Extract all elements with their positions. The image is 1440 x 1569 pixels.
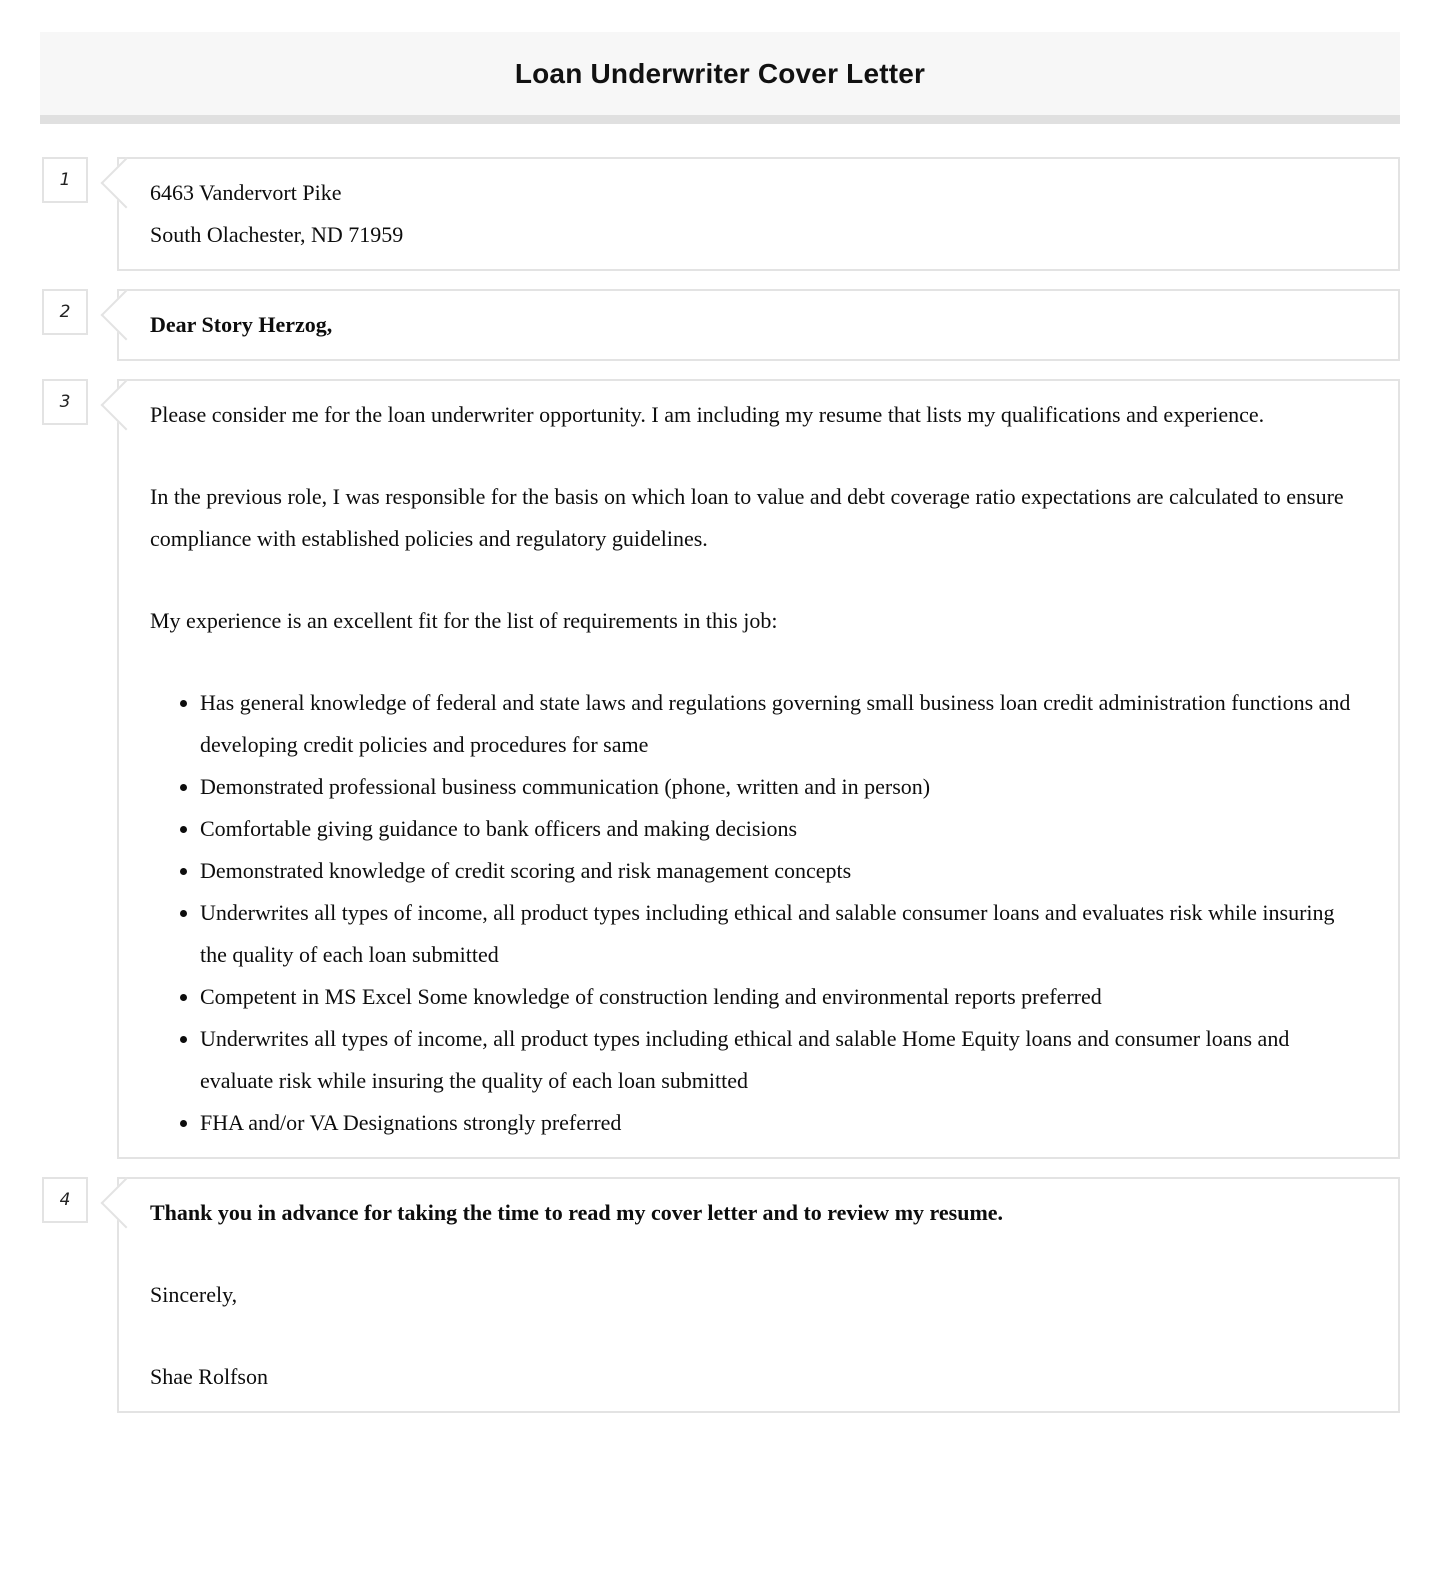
signoff: Sincerely, xyxy=(150,1282,238,1307)
list-item: • Underwrites all types of income, all product types including ethical and salable consumer loans and evaluates risk while insuring the quality of each loan submitted xyxy=(200,892,1353,976)
list-item: • FHA and/or VA Designations strongly preferred xyxy=(200,1102,1353,1144)
page-header xyxy=(40,32,1400,124)
section-greeting xyxy=(42,289,1400,361)
header-divider-strip xyxy=(40,115,1400,124)
closing-thanks: Thank you in advance for taking the time to read my cover letter and to review my resume. xyxy=(150,1200,1004,1225)
list-item: • Demonstrated professional business communication (phone, written and in person) xyxy=(200,766,1353,808)
body-paragraph-2: In the previous role, I was responsible for the basis on which loan to value and debt coverage ratio expectations are calculated to ensure compliance with established policies and regulatory guidelines. xyxy=(150,484,1344,551)
closing-bubble xyxy=(117,1177,1400,1413)
section-closing xyxy=(42,1177,1400,1413)
page-title: Loan Underwriter Cover Letter xyxy=(514,57,926,89)
body-bubble xyxy=(117,379,1400,1159)
list-item: • Competent in MS Excel Some knowledge of construction lending and environmental reports preferred xyxy=(200,976,1353,1018)
page-header-box xyxy=(40,32,1400,115)
section-body xyxy=(42,379,1400,1159)
address-line-2: South Olachester, ND 71959 xyxy=(150,222,404,247)
section-number-badge: 4 xyxy=(42,1177,88,1223)
section-number-badge: 2 xyxy=(42,289,88,335)
address-bubble xyxy=(117,157,1400,271)
body-paragraph-1: Please consider me for the loan underwriter opportunity. I am including my resume that lists my qualifications and experience. xyxy=(150,402,1265,427)
greeting-text: Dear Story Herzog, xyxy=(150,312,333,337)
greeting-bubble xyxy=(117,289,1400,361)
list-item: • Comfortable giving guidance to bank officers and making decisions xyxy=(200,808,1353,850)
cover-letter-page xyxy=(0,32,1440,1569)
signature: Shae Rolfson xyxy=(150,1364,268,1389)
address-line-1: 6463 Vandervort Pike xyxy=(150,180,342,205)
requirements-list xyxy=(150,682,1353,1144)
section-number-badge: 3 xyxy=(42,379,88,425)
list-item: • Demonstrated knowledge of credit scoring and risk management concepts xyxy=(200,850,1353,892)
section-address xyxy=(42,157,1400,271)
list-item: • Has general knowledge of federal and state laws and regulations governing small business loan credit administration functions and developing credit policies and procedures for same xyxy=(200,682,1353,766)
section-number-badge: 1 xyxy=(42,157,88,203)
list-item: • Underwrites all types of income, all product types including ethical and salable Home Equity loans and consumer loans and evaluate risk while insuring the quality of each loan submitted xyxy=(200,1018,1353,1102)
body-paragraph-3: My experience is an excellent fit for the list of requirements in this job: xyxy=(150,608,778,633)
